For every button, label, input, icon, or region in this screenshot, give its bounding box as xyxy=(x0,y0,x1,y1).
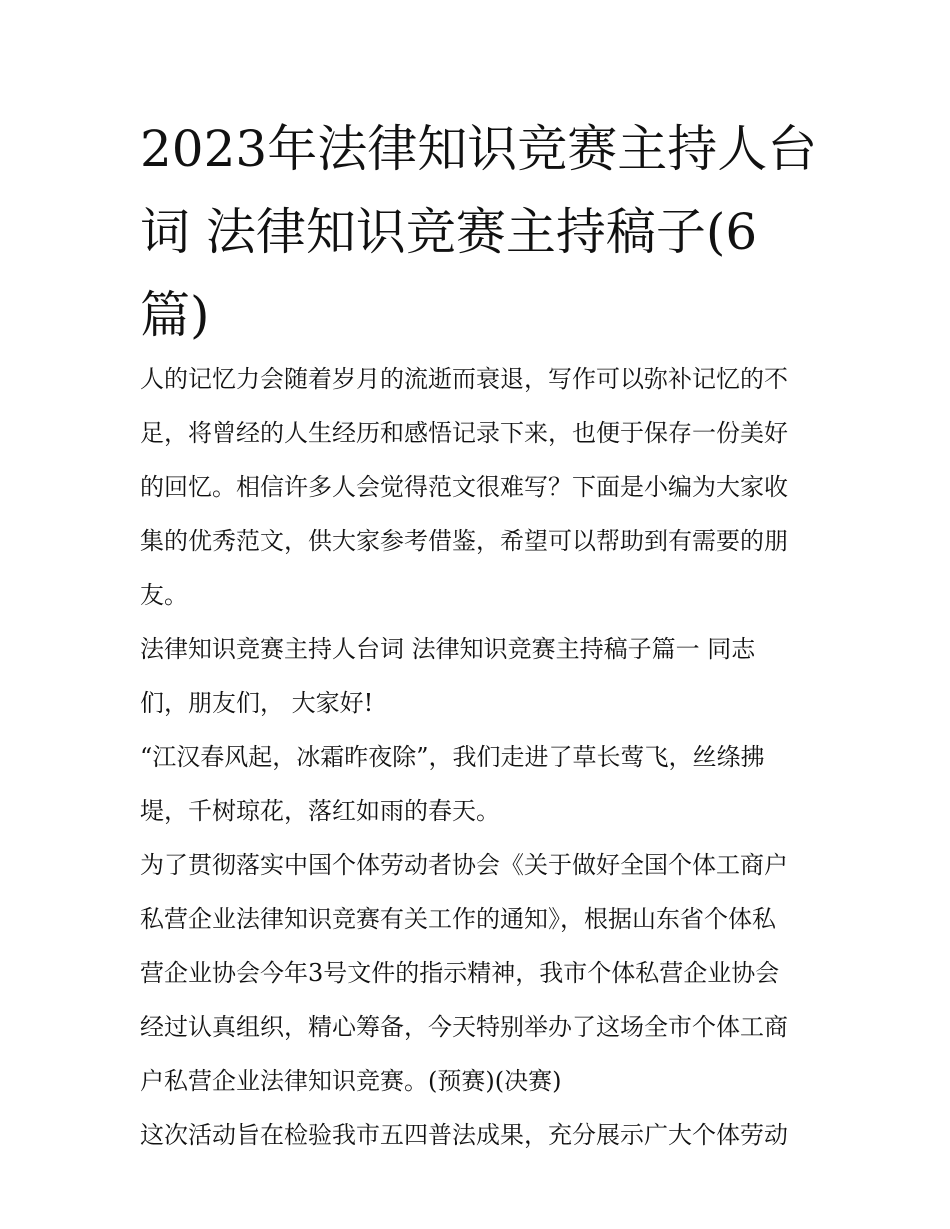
title-line-1: 2023年法律知识竞赛主持人台 xyxy=(140,120,818,178)
body-line: 经过认真组织，精心筹备，今天特别举办了这场全市个体工商 xyxy=(140,1013,788,1041)
body-line: 足，将曾经的人生经历和感悟记录下来，也便于保存一份美好 xyxy=(140,419,788,447)
body-line: 私营企业法律知识竞赛有关工作的通知》，根据山东省个体私 xyxy=(140,905,776,933)
body-line: 人的记忆力会随着岁月的流逝而衰退，写作可以弥补记忆的不 xyxy=(140,365,788,393)
body-line: 堤，千树琼花，落红如雨的春天。 xyxy=(140,797,500,825)
title-line-2: 词 法律知识竞赛主持稿子(6 xyxy=(140,203,758,261)
document-title xyxy=(140,108,820,357)
title-line-3: 篇) xyxy=(140,286,210,344)
body-line: 集的优秀范文，供大家参考借鉴，希望可以帮助到有需要的朋 xyxy=(140,527,788,555)
body-line: 这次活动旨在检验我市五四普法成果，充分展示广大个体劳动 xyxy=(140,1121,788,1149)
body-line: 友。 xyxy=(140,581,188,609)
body-line: “江汉春风起，冰霜昨夜除”，我们走进了草长莺飞，丝绦拂 xyxy=(140,743,765,771)
body-line: 营企业协会今年3号文件的指示精神，我市个体私营企业协会 xyxy=(140,959,780,987)
body-line: 为了贯彻落实中国个体劳动者协会《关于做好全国个体工商户 xyxy=(140,851,788,879)
body-line: 法律知识竞赛主持人台词 法律知识竞赛主持稿子篇一 同志 xyxy=(140,635,756,663)
body-line: 们，朋友们， 大家好! xyxy=(140,689,374,717)
body-line: 的回忆。相信许多人会觉得范文很难写？下面是小编为大家收 xyxy=(140,473,788,501)
body-line: 户私营企业法律知识竞赛。(预赛)(决赛) xyxy=(140,1067,562,1095)
document-body xyxy=(140,352,830,1162)
